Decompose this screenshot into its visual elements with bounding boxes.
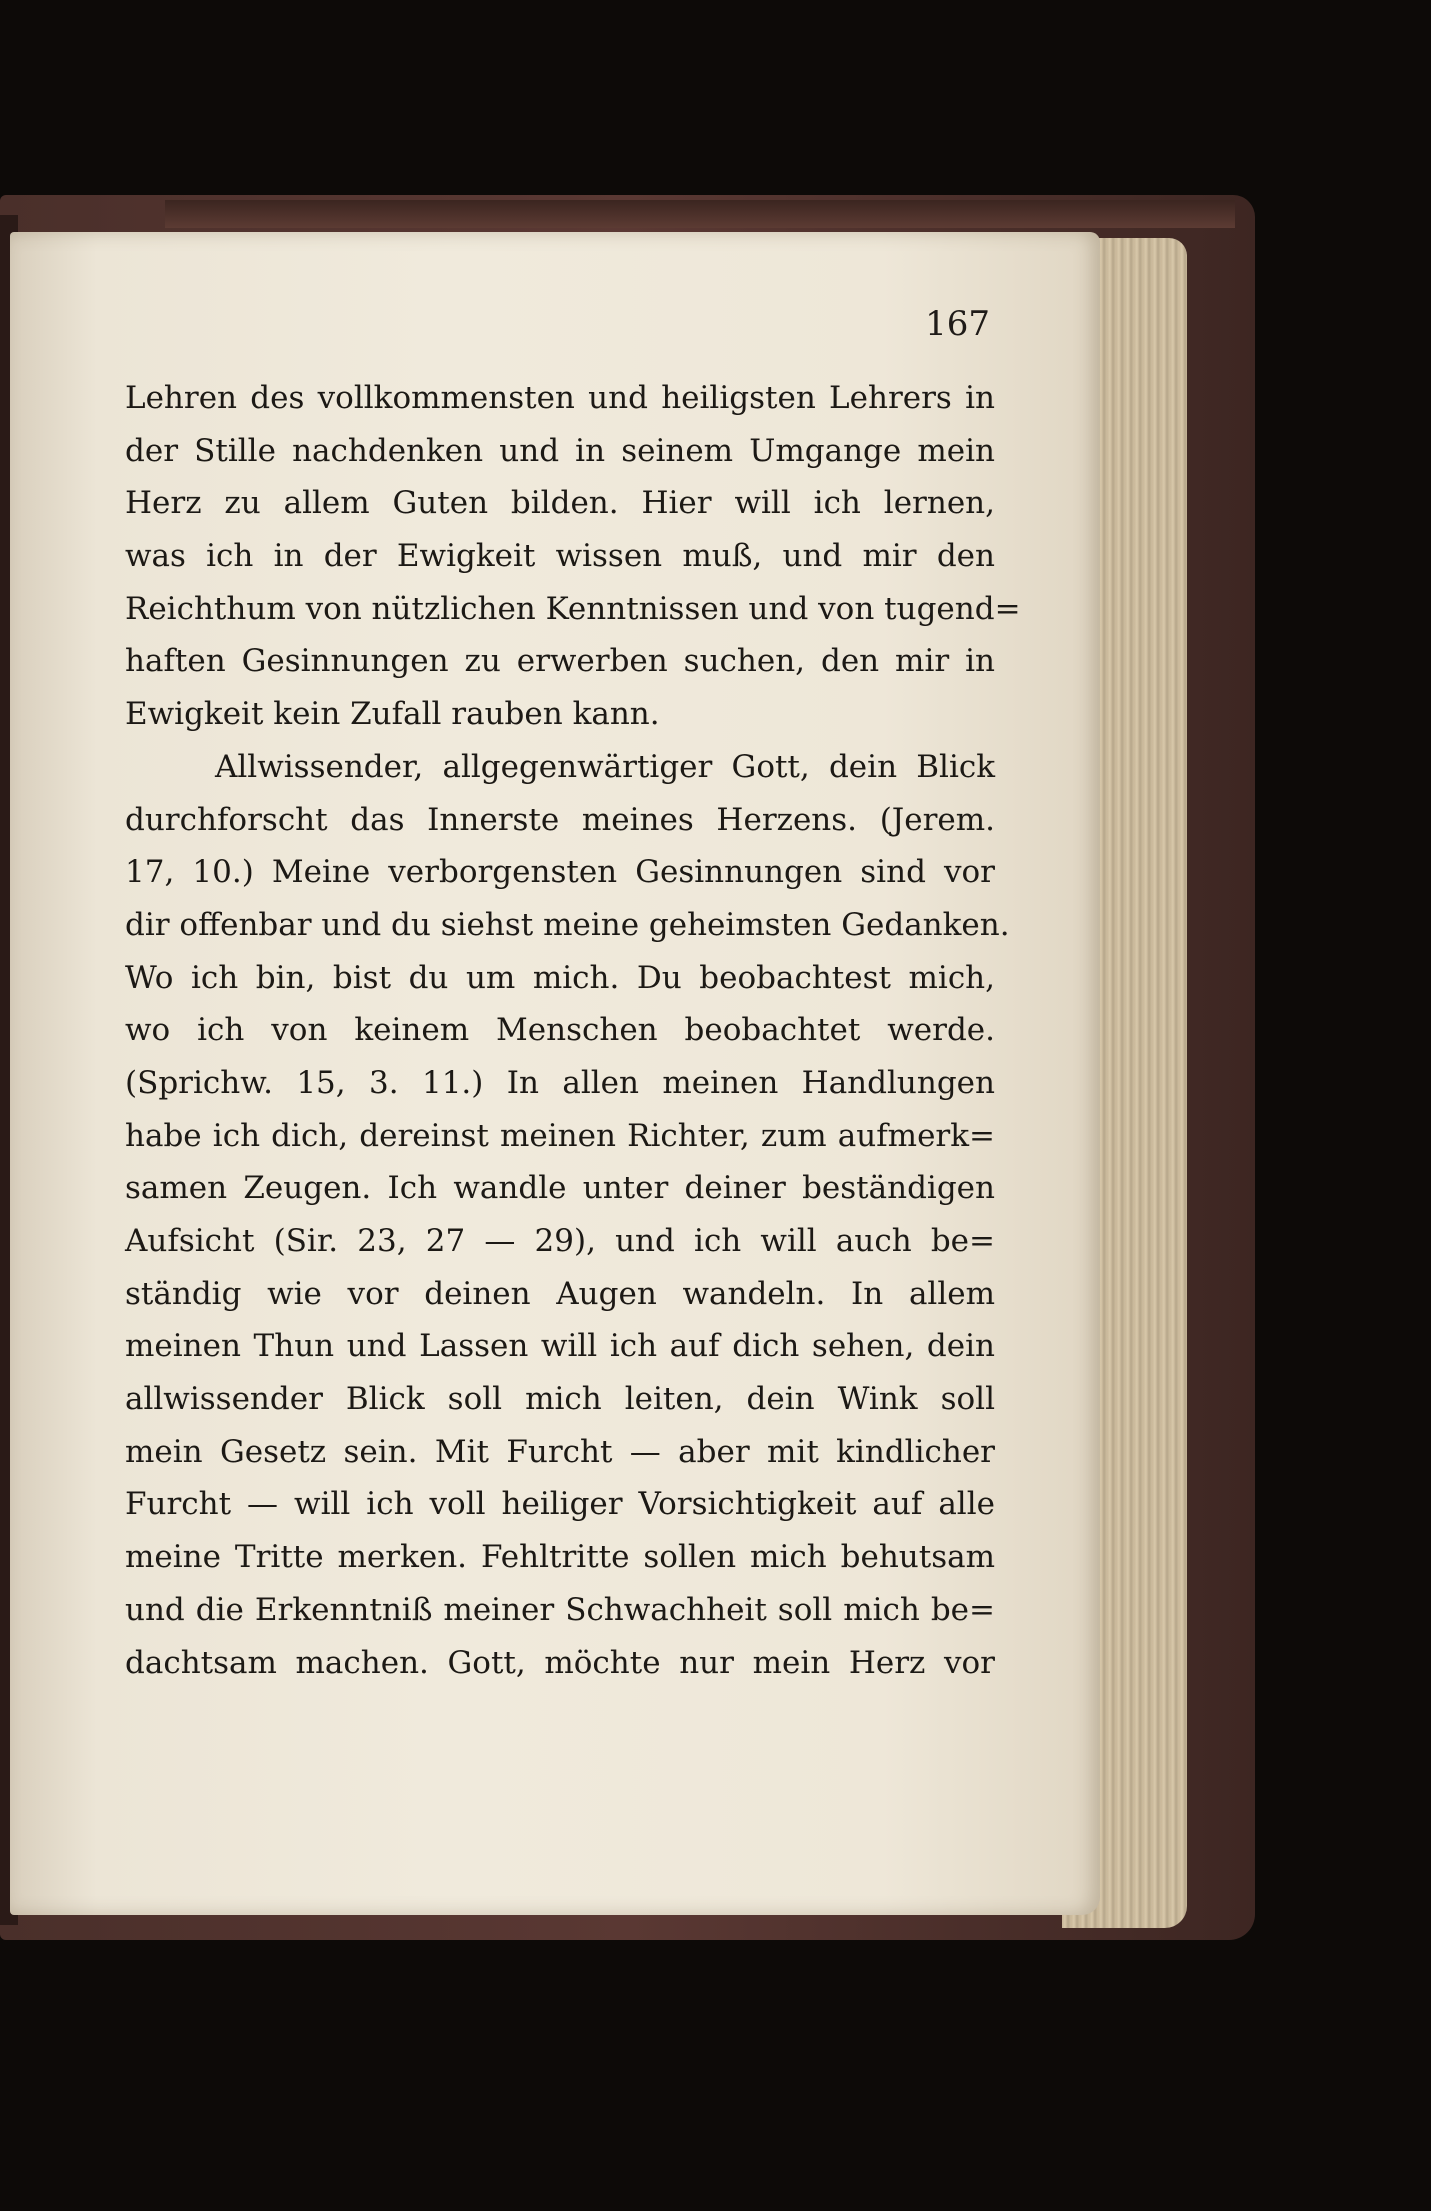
text-line: und die Erkenntniß meiner Schwachheit soll mich be=	[125, 1591, 995, 1628]
text-line: haften Gesinnungen zu erwerben suchen, den mir in	[125, 643, 995, 680]
text-line: durchforscht das Innerste meines Herzens. (Jerem.	[125, 801, 995, 838]
text-line: Furcht — will ich voll heiliger Vorsichtigkeit auf alle	[125, 1486, 995, 1523]
book-page	[10, 232, 1100, 1915]
text-line: Lehren des vollkommensten und heiligsten Lehrers in	[125, 380, 995, 416]
text-line: was ich in der Ewigkeit wissen muß, und mir den	[125, 538, 995, 575]
text-line: habe ich dich, dereinst meinen Richter, zum aufmerk=	[125, 1117, 995, 1154]
text-line: dir offenbar und du siehst meine geheimsten Gedanken.	[125, 906, 1010, 943]
text-line: ständig wie vor deinen Augen wandeln. In allem	[125, 1275, 995, 1312]
text-line: Ewigkeit kein Zufall rauben kann.	[125, 696, 660, 733]
text-line: Allwissender, allgegenwärtiger Gott, dein Blick	[215, 748, 995, 785]
text-line: Herz zu allem Guten bilden. Hier will ich lernen,	[125, 485, 995, 522]
book-headband	[165, 200, 1235, 228]
text-line: meinen Thun und Lassen will ich auf dich sehen, dein	[125, 1328, 995, 1365]
text-line: samen Zeugen. Ich wandle unter deiner beständigen	[125, 1170, 995, 1207]
text-line: (Sprichw. 15, 3. 11.) In allen meinen Handlungen	[125, 1064, 995, 1101]
text-line: allwissender Blick soll mich leiten, dein Wink soll	[125, 1381, 995, 1418]
text-line: meine Tritte merken. Fehltritte sollen mich behutsam	[125, 1539, 995, 1576]
text-line: dachtsam machen. Gott, möchte nur mein Herz vor	[125, 1644, 995, 1681]
text-line: Wo ich bin, bist du um mich. Du beobachtest mich,	[125, 959, 995, 996]
page-number: 167	[925, 304, 990, 344]
text-line: wo ich von keinem Menschen beobachtet werde.	[125, 1012, 995, 1049]
page-text	[125, 372, 1021, 1689]
text-line: Reichthum von nützlichen Kenntnissen und von tugend=	[125, 590, 1021, 627]
text-line: Aufsicht (Sir. 23, 27 — 29), und ich will auch be=	[125, 1223, 995, 1259]
text-line: 17, 10.) Meine verborgensten Gesinnungen sind vor	[125, 854, 995, 891]
text-line: der Stille nachdenken und in seinem Umgange mein	[125, 432, 995, 469]
text-line: mein Gesetz sein. Mit Furcht — aber mit kindlicher	[125, 1433, 995, 1470]
